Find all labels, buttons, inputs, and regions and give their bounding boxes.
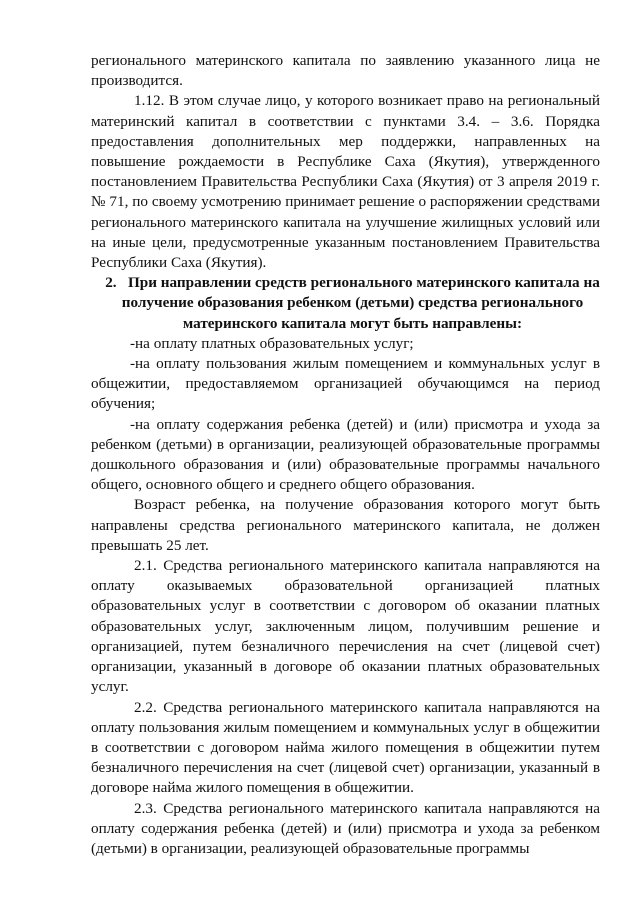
paragraph-1-12: 1.12. В этом случае лицо, у которого возникает право на региональный материнский капитал в соответствии с пунктами 3.4. – 3.6. Порядка предоставления дополнительных мер поддержки, направленных на повышение рождаемости в Республике Саха (Якутия), утвержденного постановлением Правительства Республики Саха (Якутия) от 3 апреля 2019 г. № 71, по своему усмотрению принимает решение о распоряжении средствами регионального материнского капитала на улучшение жилищных условий или на иные цели, предусмотренные указанным постановлением Правительства Республики Саха (Якутия). — [91, 92, 600, 272]
list-item: -на оплату платных образовательных услуг; — [130, 334, 414, 352]
paragraph-2-2: 2.2. Средства регионального материнского капитала направляются на оплату пользования жилым помещением и коммунальных услуг в общежитии в соответствии с договором найма жилого помещения в общежитии путем безналичного перечисления на счет (лицевой счет) организации, указанный в договоре найма жилого помещения в общежитии. — [91, 698, 600, 797]
section-2-number: 2. — [105, 274, 117, 292]
list-item: -на оплату содержания ребенка (детей) и (или) присмотра и ухода за ребенком (детьми) в организации, реализующей образовательные программы дошкольного образования и (или) образовательные программы начального общего, основного общего и среднего общего образования. — [91, 415, 600, 494]
section-2-title: При направлении средств регионального материнского капитала на получение образования ребенком (детьми) средства регионального материнского капитала могут быть направлены: — [121, 274, 600, 332]
document-body — [91, 51, 600, 859]
paragraph-intro: регионального материнского капитала по заявлению указанного лица не производится. — [91, 52, 600, 90]
list-item: -на оплату пользования жилым помещением и коммунальных услуг в общежитии, предоставляемом организацией обучающимся на период обучения; — [91, 355, 600, 413]
section-2-heading — [91, 273, 600, 334]
paragraph-2-1: 2.1. Средства регионального материнского капитала направляются на оплату оказываемых образовательной организацией платных образовательных услуг в соответствии с договором об оказании платных образовательных услуг, заключенным лицом, получившим решение и организацией, путем безналичного перечисления на счет (лицевой счет) организации, указанный в договоре об оказании платных образовательных услуг. — [91, 557, 600, 696]
paragraph-2-3: 2.3. Средства регионального материнского капитала направляются на оплату содержания ребенка (детей) и (или) присмотра и ухода за ребенком (детьми) в организации, реализующей образовательные программы — [91, 799, 600, 857]
paragraph-age: Возраст ребенка, на получение образования которого могут быть направлены средства регионального материнского капитала, не должен превышать 25 лет. — [91, 496, 600, 554]
